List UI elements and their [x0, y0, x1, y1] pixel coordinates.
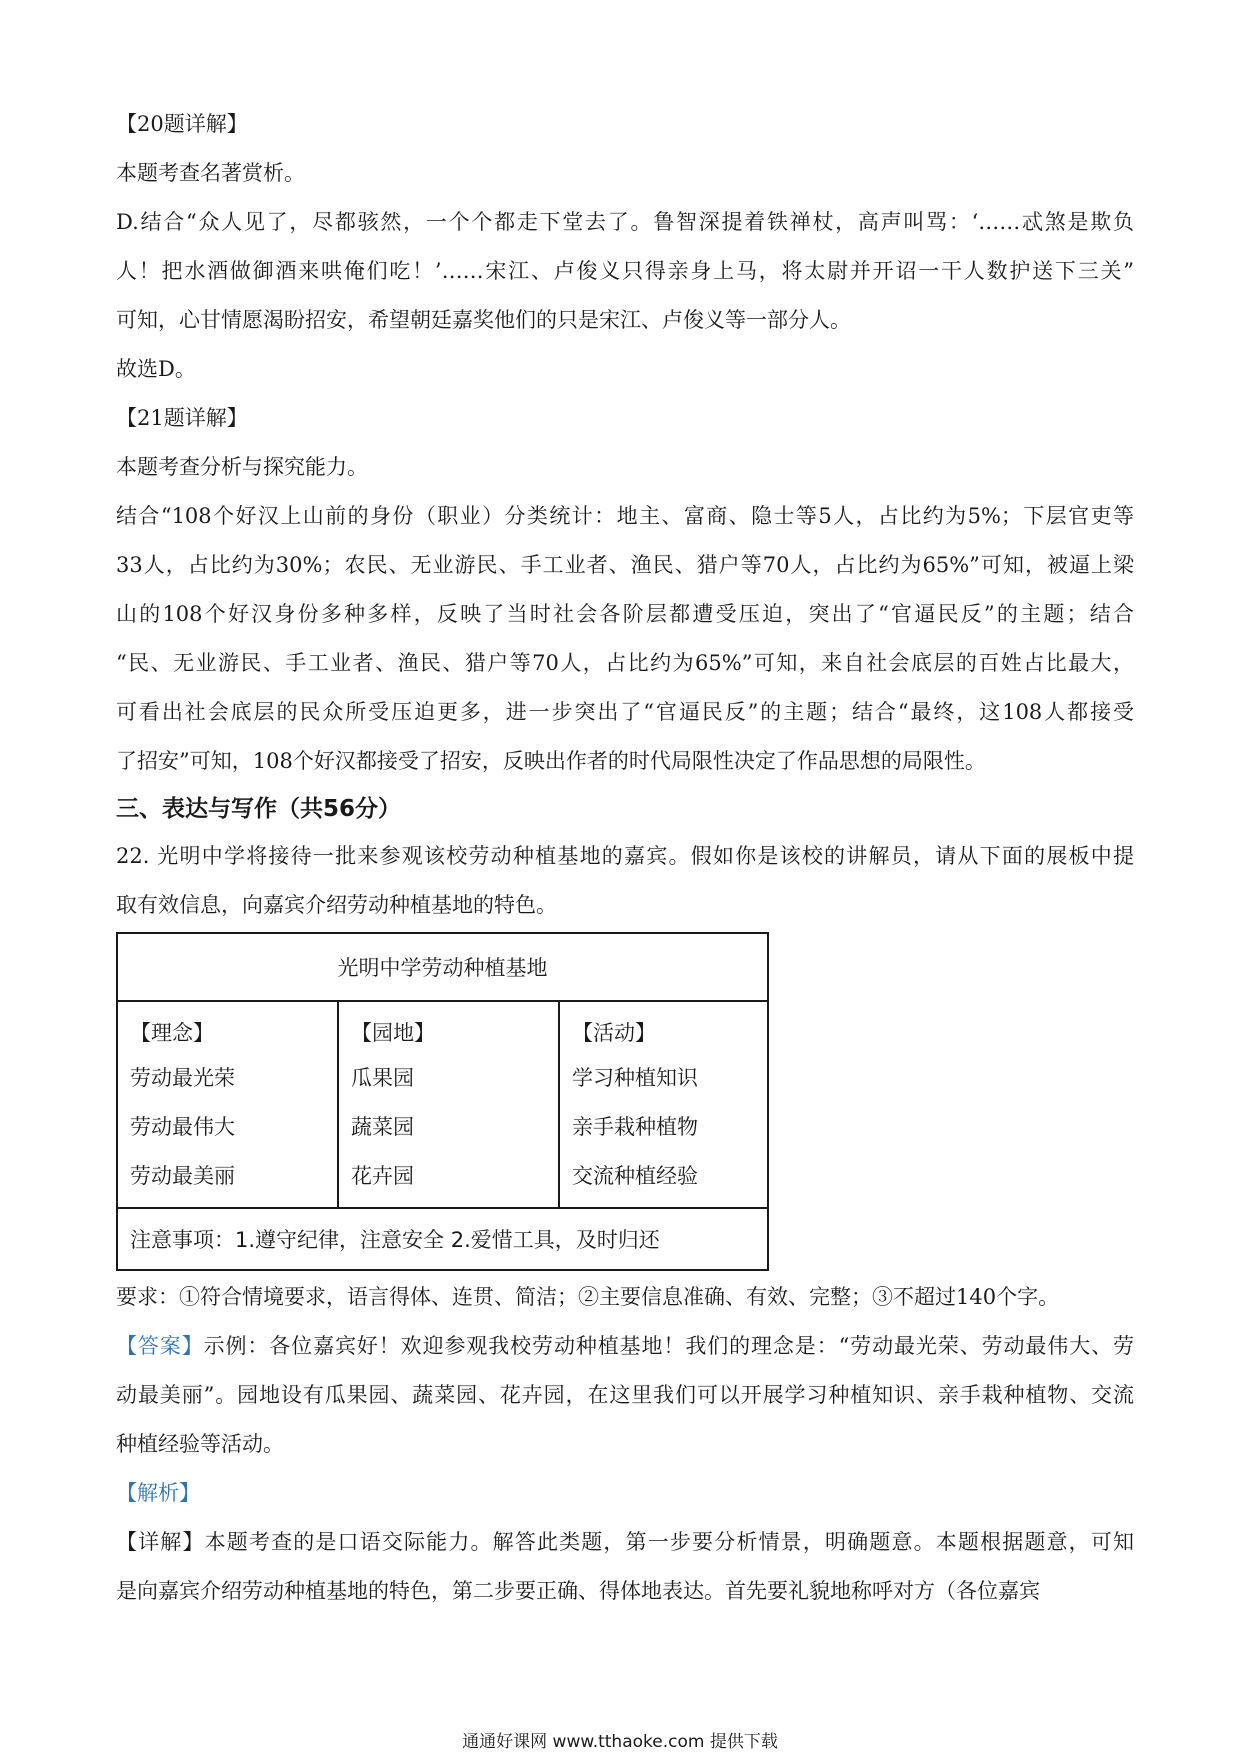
q20-line: D.结合“众人见了，尽都骇然，一个个都走下堂去了。鲁智深提着铁禅杖，高声叫骂：‘……忒煞是欺负: [116, 210, 1134, 234]
q22-prompt-line: 22. 光明中学将接待一批来参观该校劳动种植基地的嘉宾。假如你是该校的讲解员，请从下面的展板中提: [116, 844, 1134, 868]
q21-line: 33人，占比约为30%；农民、无业游民、手工业者、渔民、猎户等70人，占比约为65%”可知，被逼上梁: [116, 553, 1134, 577]
q20-line: 本题考查名著赏析。: [116, 161, 305, 185]
column-header: 【理念】: [130, 1021, 214, 1045]
q21-line: 结合“108个好汉上山前的身份（职业）分类统计：地主、富商、隐士等5人，占比约为5%；下层官吏等: [116, 504, 1134, 528]
analysis-label: 【解析】: [116, 1481, 200, 1505]
answer-line: 动最美丽”。园地设有瓜果园、蔬菜园、花卉园，在这里我们可以开展学习种植知识、亲手栽种植物、交流: [116, 1383, 1134, 1407]
detail-line: 是向嘉宾介绍劳动种植基地的特色，第二步要正确、得体地表达。首先要礼貌地称呼对方（各位嘉宾: [116, 1579, 1040, 1603]
detail-line: 【详解】本题考查的是口语交际能力。解答此类题，第一步要分析情景，明确题意。本题根据题意，可知: [116, 1530, 1134, 1554]
column-item: 花卉园: [351, 1164, 414, 1188]
column-item: 劳动最伟大: [130, 1115, 235, 1139]
q20-line: 人！把水酒做御酒来哄俺们吃！’……宋江、卢俊义只得亲身上马，将太尉并开诏一干人数护送下三关”: [116, 259, 1134, 283]
q21-title: 【21题详解】: [116, 406, 248, 430]
column-item: 瓜果园: [351, 1066, 414, 1090]
board-column-gardens: [338, 1001, 559, 1208]
q21-line: 了招安”可知，108个好汉都接受了招安，反映出作者的时代局限性决定了作品思想的局限性。: [116, 749, 986, 773]
display-board-table: [116, 932, 769, 1271]
answer-label: 【答案】: [116, 1334, 204, 1358]
q20-line: 可知，心甘情愿渴盼招安，希望朝廷嘉奖他们的只是宋江、卢俊义等一部分人。: [116, 308, 851, 332]
column-item: 亲手栽种植物: [572, 1115, 698, 1139]
column-item: 交流种植经验: [572, 1164, 698, 1188]
board-notes: 注意事项：1.遵守纪律，注意安全 2.爱惜工具，及时归还: [117, 1208, 768, 1270]
column-item: 蔬菜园: [351, 1115, 414, 1139]
q21-line: “民、无业游民、手工业者、渔民、猎户等70人，占比约为65%”可知，来自社会底层的百姓占比最大，: [116, 651, 1134, 675]
q21-line: 山的108个好汉身份多种多样，反映了当时社会各阶层都遭受压迫，突出了“官逼民反”的主题；结合: [116, 602, 1134, 626]
column-item: 劳动最美丽: [130, 1164, 235, 1188]
answer-text: 示例：各位嘉宾好！欢迎参观我校劳动种植基地！我们的理念是：“劳动最光荣、劳动最伟大、劳: [203, 1334, 1134, 1358]
section-heading: 三、表达与写作（共56分）: [116, 796, 402, 822]
q21-line: 本题考查分析与探究能力。: [116, 455, 368, 479]
board-title: 光明中学劳动种植基地: [117, 933, 768, 1001]
column-item: 劳动最光荣: [130, 1066, 235, 1090]
document-body: [116, 100, 1134, 1616]
q20-line: 故选D。: [116, 357, 196, 381]
column-header: 【活动】: [572, 1021, 656, 1045]
q21-line: 可看出社会底层的民众所受压迫更多，进一步突出了“官逼民反”的主题；结合“最终，这108人都接受: [116, 700, 1134, 724]
column-item: 学习种植知识: [572, 1066, 698, 1090]
board-column-activities: [559, 1001, 768, 1208]
answer-line: [116, 1322, 1134, 1371]
q22-requirement: 要求：①符合情境要求，语言得体、连贯、简洁；②主要信息准确、有效、完整；③不超过140个字。: [116, 1285, 1060, 1309]
page-footer: 通通好课网 www.tthaoke.com 提供下载: [462, 1732, 778, 1752]
answer-line: 种植经验等活动。: [116, 1432, 284, 1456]
board-column-philosophy: [117, 1001, 338, 1208]
column-header: 【园地】: [351, 1021, 435, 1045]
q20-title: 【20题详解】: [116, 112, 248, 136]
q22-prompt-line: 取有效信息，向嘉宾介绍劳动种植基地的特色。: [116, 893, 557, 917]
